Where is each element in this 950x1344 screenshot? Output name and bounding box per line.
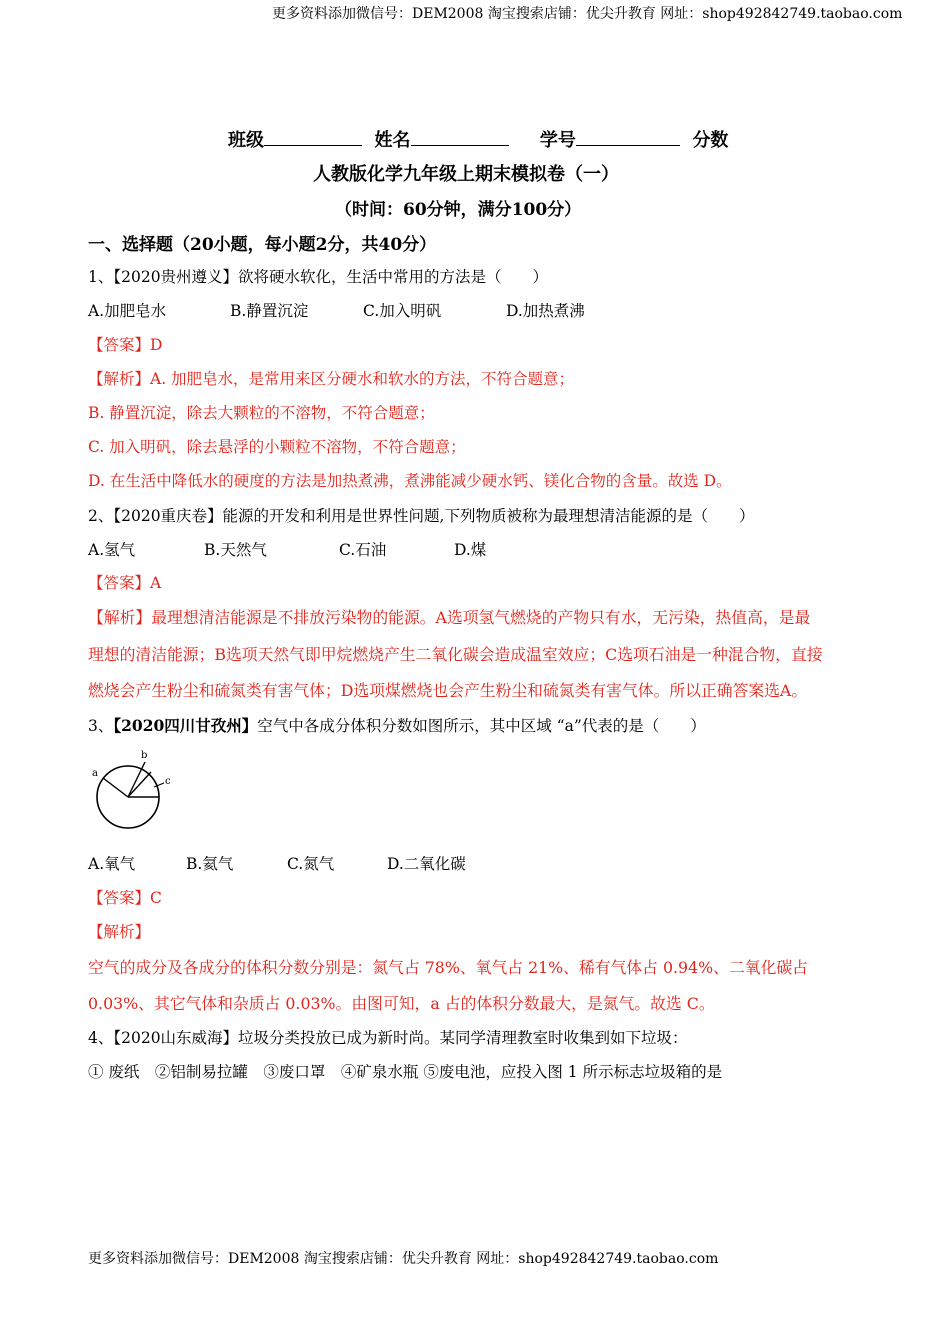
q1-option-d[interactable]: D.加热煮沸 bbox=[506, 302, 585, 320]
q1-option-b[interactable]: B.静置沉淀 bbox=[230, 302, 309, 320]
pie-line-a bbox=[103, 778, 128, 797]
q2-option-b[interactable]: B.天然气 bbox=[204, 541, 267, 559]
q3-option-c[interactable]: C.氮气 bbox=[287, 855, 335, 873]
q3-option-d[interactable]: D.二氧化碳 bbox=[387, 855, 466, 873]
q1-option-c[interactable]: C.加入明矾 bbox=[363, 302, 442, 320]
q2-option-d[interactable]: D.煤 bbox=[454, 541, 487, 559]
section-heading: 一、选择题（20小题，每小题2分，共40分） bbox=[88, 235, 437, 255]
pie-label-c: c bbox=[165, 776, 171, 787]
pie-label-a: a bbox=[92, 768, 98, 779]
class-blank[interactable] bbox=[264, 129, 362, 146]
q3-analysis-line: 空气的成分及各成分的体积分数分别是：氮气占 78%、氧气占 21%、稀有气体占 0.94%、二氧化碳占 bbox=[88, 958, 808, 977]
student-info-line bbox=[228, 126, 728, 152]
air-composition-pie-figure bbox=[88, 745, 183, 840]
q3-option-a[interactable]: A.氧气 bbox=[88, 855, 136, 873]
q3-analysis-line: 0.03%、其它气体和杂质占 0.03%。由图可知，a 占的体积分数最大，是氮气。故选 C。 bbox=[88, 994, 715, 1013]
q2-option-a[interactable]: A.氢气 bbox=[88, 541, 136, 559]
q3-stem-text: 空气中各成分体积分数如图所示，其中区域 “a”代表的是（ ） bbox=[257, 717, 706, 735]
q1-analysis-line: B. 静置沉淀，除去大颗粒的不溶物，不符合题意； bbox=[88, 404, 435, 422]
q1-option-a[interactable]: A.加肥皂水 bbox=[88, 302, 167, 320]
number-label: 学号 bbox=[539, 130, 576, 151]
question-1-answer: 【答案】D bbox=[88, 336, 163, 354]
page-footer: 更多资料添加微信号：DEM2008 淘宝搜索店铺：优尖升教育 网址：shop492842749.taobao.com bbox=[88, 1251, 719, 1267]
question-3-options bbox=[88, 852, 466, 874]
q1-analysis-line: 【解析】A. 加肥皂水，是常用来区分硬水和软水的方法，不符合题意； bbox=[88, 370, 575, 388]
question-4-stem: 4、【2020山东威海】垃圾分类投放已成为新时尚。某同学清理教室时收集到如下垃圾： bbox=[88, 1029, 688, 1047]
question-2-stem: 2、【2020重庆卷】能源的开发和利用是世界性问题,下列物质被称为最理想清洁能源的是（ ） bbox=[88, 507, 755, 525]
question-1-stem: 1、【2020贵州遵义】欲将硬水软化，生活中常用的方法是（ ） bbox=[88, 268, 549, 286]
q1-analysis-line: D. 在生活中降低水的硬度的方法是加热煮沸，煮沸能减少硬水钙、镁化合物的含量。故选 D。 bbox=[88, 472, 732, 490]
class-label: 班级 bbox=[228, 130, 264, 151]
name-blank[interactable] bbox=[411, 129, 509, 146]
number-blank[interactable] bbox=[576, 129, 680, 146]
question-1-options bbox=[88, 299, 585, 321]
q2-analysis-line: 燃烧会产生粉尘和硫氮类有害气体；D选项煤燃烧也会产生粉尘和硫氮类有害气体。所以正确答案选A。 bbox=[88, 681, 808, 700]
question-2-answer: 【答案】A bbox=[88, 574, 162, 592]
question-4-items: ① 废纸 ②铝制易拉罐 ③废口罩 ④矿泉水瓶 ⑤废电池，应投入图 1 所示标志垃圾箱的是 bbox=[88, 1063, 723, 1081]
q1-analysis-line: C. 加入明矾，除去悬浮的小颗粒不溶物，不符合题意； bbox=[88, 438, 466, 456]
name-label: 姓名 bbox=[374, 130, 411, 151]
score-label: 分数 bbox=[692, 130, 729, 151]
q3-option-b[interactable]: B.氦气 bbox=[186, 855, 234, 873]
question-2-options bbox=[88, 538, 486, 560]
page-header: 更多资料添加微信号：DEM2008 淘宝搜索店铺：优尖升教育 网址：shop492842749.taobao.com bbox=[272, 6, 903, 22]
q2-option-c[interactable]: C.石油 bbox=[339, 541, 387, 559]
pie-label-b: b bbox=[141, 750, 148, 761]
exam-title: 人教版化学九年级上期末模拟卷（一） bbox=[313, 164, 619, 185]
pie-line-b2 bbox=[128, 772, 151, 797]
q2-analysis-line: 【解析】最理想清洁能源是不排放污染物的能源。A选项氢气燃烧的产物只有水，无污染，热值高，是最 bbox=[88, 608, 811, 627]
question-3-answer: 【答案】C bbox=[88, 889, 162, 907]
q3-number: 3、 bbox=[88, 717, 114, 735]
question-3-stem bbox=[88, 714, 706, 736]
q2-analysis-line: 理想的清洁能源；B选项天然气即甲烷燃烧产生二氧化碳会造成温室效应；C选项石油是一种混合物，直接 bbox=[88, 645, 823, 664]
q3-source: 【2020四川甘孜州】 bbox=[113, 716, 258, 735]
exam-subtitle: （时间：60分钟，满分100分） bbox=[335, 200, 582, 220]
question-3-analysis-title: 【解析】 bbox=[88, 923, 151, 941]
